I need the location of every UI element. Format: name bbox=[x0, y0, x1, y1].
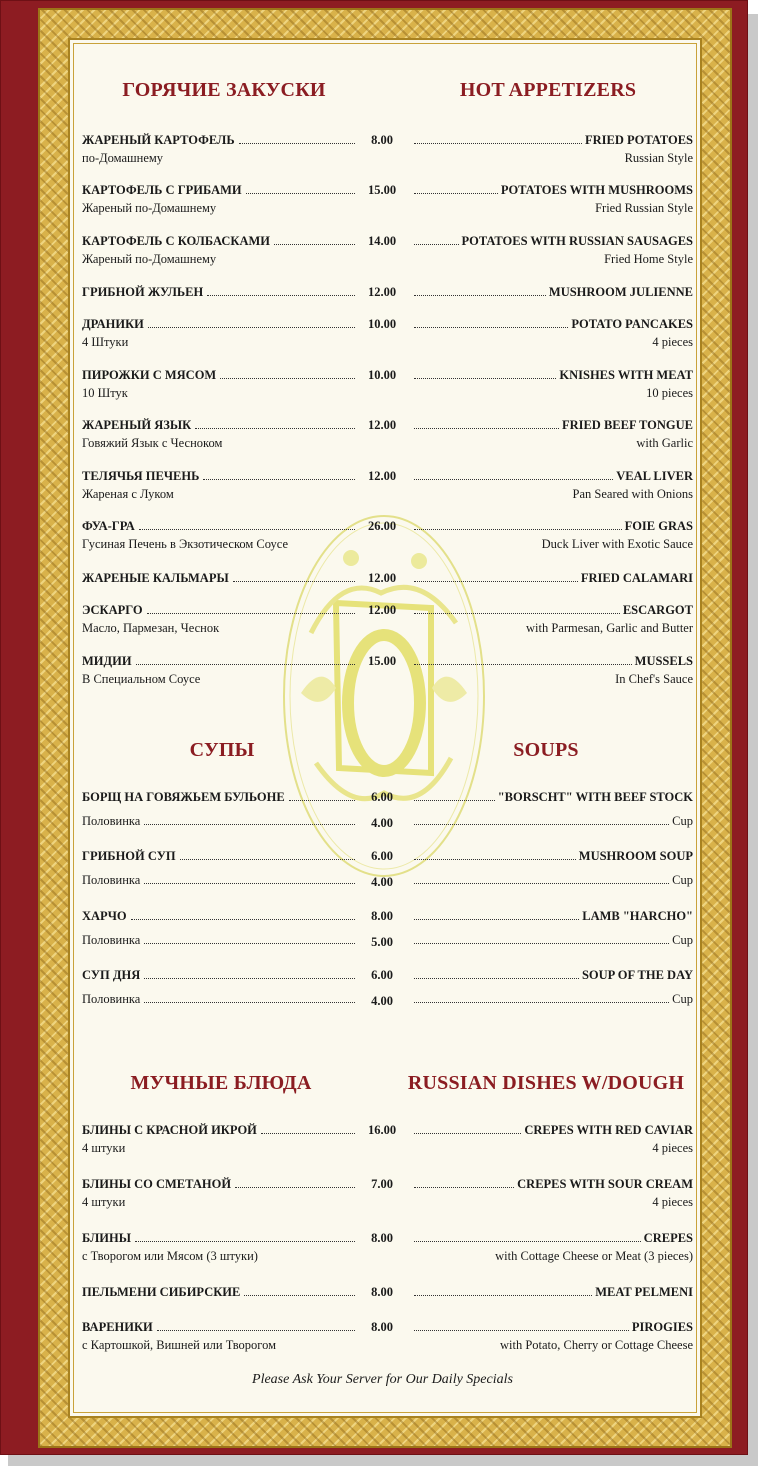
item-name-ru: ВАРЕНИКИ bbox=[82, 1320, 153, 1334]
item-name-ru: БЛИНЫ bbox=[82, 1231, 131, 1245]
menu-item-ru bbox=[82, 366, 358, 384]
item-name-ru: БОРЩ НА ГОВЯЖЬЕМ БУЛЬОНЕ bbox=[82, 790, 285, 804]
menu-item-ru bbox=[82, 1229, 358, 1247]
dot-leader bbox=[144, 978, 355, 979]
item-description-en: with Garlic bbox=[636, 436, 693, 450]
item-name-ru: ГРИБНОЙ ЖУЛЬЕН bbox=[82, 285, 204, 299]
dot-leader bbox=[414, 800, 495, 801]
dot-leader bbox=[414, 1002, 669, 1003]
dot-leader bbox=[274, 244, 355, 245]
menu-item-ru bbox=[82, 517, 358, 535]
dot-leader bbox=[414, 859, 576, 860]
menu-item-en bbox=[414, 1175, 693, 1193]
dot-leader bbox=[195, 428, 355, 429]
item-name-en: MUSHROOM SOUP bbox=[578, 849, 693, 863]
dot-leader bbox=[239, 143, 355, 144]
menu-item-en bbox=[414, 366, 693, 384]
dot-leader bbox=[414, 378, 556, 379]
half-label-ru: Половинка bbox=[82, 814, 141, 828]
item-name-en: FRIED BEEF TONGUE bbox=[561, 418, 693, 432]
menu-item-ru bbox=[82, 601, 358, 619]
item-price: 8.00 bbox=[371, 1320, 393, 1334]
dot-leader bbox=[414, 613, 620, 614]
item-price: 12.00 bbox=[367, 469, 397, 483]
item-name-ru: ДРАНИКИ bbox=[82, 317, 144, 331]
menu-item-ru bbox=[82, 907, 358, 925]
item-description-ru: 4 штуки bbox=[82, 1141, 126, 1155]
dot-leader bbox=[157, 1330, 355, 1331]
item-price: 15.00 bbox=[367, 654, 397, 668]
item-description-ru: Масло, Пармезан, Чеснок bbox=[82, 621, 220, 635]
item-name-ru: БЛИНЫ СО СМЕТАНОЙ bbox=[82, 1177, 232, 1191]
dot-leader bbox=[414, 244, 459, 245]
item-price: 8.00 bbox=[371, 1231, 393, 1245]
dot-leader bbox=[144, 943, 355, 944]
menu-item-en bbox=[414, 966, 693, 984]
item-price: 16.00 bbox=[367, 1123, 397, 1137]
menu-item-en bbox=[414, 181, 693, 199]
dot-leader bbox=[220, 378, 355, 379]
half-portion-ru bbox=[82, 931, 358, 949]
dot-leader bbox=[180, 859, 355, 860]
dot-leader bbox=[233, 581, 355, 582]
cup-portion-en bbox=[414, 871, 693, 889]
menu-item-ru bbox=[82, 652, 358, 670]
item-description-ru: с Творогом или Мясом (3 штуки) bbox=[82, 1249, 258, 1263]
menu-item-ru bbox=[82, 1283, 358, 1301]
item-name-en: FOIE GRAS bbox=[624, 519, 693, 533]
menu-item-en bbox=[414, 1121, 693, 1139]
item-name-ru: ЖАРЕНЫЕ КАЛЬМАРЫ bbox=[82, 571, 229, 585]
half-price: 5.00 bbox=[371, 935, 393, 949]
menu-item-ru bbox=[82, 181, 358, 199]
item-price: 26.00 bbox=[367, 519, 397, 533]
item-price: 10.00 bbox=[367, 317, 397, 331]
dot-leader bbox=[246, 193, 355, 194]
dot-leader bbox=[414, 1187, 514, 1188]
dot-leader bbox=[148, 327, 355, 328]
menu-item-ru bbox=[82, 966, 358, 984]
item-name-en: LAMB "HARCHO" bbox=[582, 909, 693, 923]
item-name-en: KNISHES WITH MEAT bbox=[559, 368, 693, 382]
item-price: 7.00 bbox=[371, 1177, 393, 1191]
cup-portion-en bbox=[414, 931, 693, 949]
item-description-ru: Жареный по-Домашнему bbox=[82, 252, 217, 266]
item-name-en: "BORSCHT" WITH BEEF STOCK bbox=[497, 790, 693, 804]
item-description-ru: Жареная с Луком bbox=[82, 487, 174, 501]
item-price: 6.00 bbox=[371, 968, 393, 982]
menu-item-en bbox=[414, 467, 693, 485]
item-description-en: 4 pieces bbox=[652, 1195, 693, 1209]
dot-leader bbox=[289, 800, 355, 801]
menu-item-ru bbox=[82, 1175, 358, 1193]
dot-leader bbox=[131, 919, 355, 920]
item-price: 14.00 bbox=[367, 234, 397, 248]
item-description-en: In Chef's Sauce bbox=[615, 672, 693, 686]
dot-leader bbox=[414, 479, 613, 480]
item-price: 12.00 bbox=[367, 571, 397, 585]
menu-item-ru bbox=[82, 847, 358, 865]
item-description-en: Fried Home Style bbox=[604, 252, 693, 266]
dot-leader bbox=[414, 1133, 521, 1134]
half-label-ru: Половинка bbox=[82, 933, 141, 947]
dot-leader bbox=[414, 529, 622, 530]
item-description-en: 10 pieces bbox=[646, 386, 693, 400]
section-title-dough-ru: МУЧНЫЕ БЛЮДА bbox=[130, 1072, 312, 1094]
dot-leader bbox=[414, 1330, 629, 1331]
item-description-ru: Гусиная Печень в Экзотическом Соусе bbox=[82, 537, 289, 551]
dot-leader bbox=[414, 824, 669, 825]
daily-specials-note: Please Ask Your Server for Our Daily Specials bbox=[252, 1372, 513, 1387]
section-title-dough-en: RUSSIAN DISHES W/DOUGH bbox=[407, 1072, 685, 1094]
item-name-ru: ГРИБНОЙ СУП bbox=[82, 849, 176, 863]
menu-item-ru bbox=[82, 416, 358, 434]
dot-leader bbox=[144, 824, 355, 825]
dot-leader bbox=[414, 143, 582, 144]
item-price: 6.00 bbox=[371, 849, 393, 863]
item-name-en: FRIED POTATOES bbox=[584, 133, 693, 147]
menu-item-en bbox=[414, 1283, 693, 1301]
item-name-en: POTATOES WITH RUSSIAN SAUSAGES bbox=[461, 234, 693, 248]
item-price: 12.00 bbox=[367, 418, 397, 432]
dot-leader bbox=[414, 919, 579, 920]
dot-leader bbox=[414, 883, 669, 884]
dot-leader bbox=[414, 1295, 592, 1296]
cup-portion-en bbox=[414, 812, 693, 830]
item-name-en: PIROGIES bbox=[631, 1320, 693, 1334]
dot-leader bbox=[139, 529, 355, 530]
dot-leader bbox=[136, 664, 355, 665]
item-price: 10.00 bbox=[367, 368, 397, 382]
dot-leader bbox=[144, 1002, 355, 1003]
cup-label-en: Cup bbox=[672, 933, 693, 947]
item-name-en: MUSSELS bbox=[634, 654, 693, 668]
half-portion-ru bbox=[82, 812, 358, 830]
menu-item-en bbox=[414, 232, 693, 250]
item-price: 8.00 bbox=[371, 133, 393, 147]
item-name-ru: КАРТОФЕЛЬ С ГРИБАМИ bbox=[82, 183, 242, 197]
menu-item-en bbox=[414, 1229, 693, 1247]
item-name-en: MEAT PELMENI bbox=[595, 1285, 693, 1299]
item-description-ru: 10 Штук bbox=[82, 386, 128, 400]
item-name-ru: ПИРОЖКИ С МЯСОМ bbox=[82, 368, 217, 382]
item-description-en: with Parmesan, Garlic and Butter bbox=[526, 621, 693, 635]
item-name-ru: БЛИНЫ С КРАСНОЙ ИКРОЙ bbox=[82, 1123, 257, 1137]
half-portion-ru bbox=[82, 990, 358, 1008]
item-name-ru: ПЕЛЬМЕНИ СИБИРСКИЕ bbox=[82, 1285, 241, 1299]
item-name-ru: ЖАРЕНЫЙ ЯЗЫК bbox=[82, 418, 192, 432]
menu-item-ru bbox=[82, 467, 358, 485]
dot-leader bbox=[235, 1187, 355, 1188]
item-name-ru: МИДИИ bbox=[82, 654, 132, 668]
item-name-ru: ФУА-ГРА bbox=[82, 519, 135, 533]
half-label-ru: Половинка bbox=[82, 992, 141, 1006]
dot-leader bbox=[414, 943, 669, 944]
menu-item-en bbox=[414, 847, 693, 865]
section-title-appetizers-ru: ГОРЯЧИЕ ЗАКУСКИ bbox=[122, 79, 326, 101]
dot-leader bbox=[147, 613, 355, 614]
half-label-ru: Половинка bbox=[82, 873, 141, 887]
cup-portion-en bbox=[414, 990, 693, 1008]
menu-item-en bbox=[414, 788, 693, 806]
item-description-en: 4 pieces bbox=[652, 335, 693, 349]
menu-item-ru bbox=[82, 315, 358, 333]
item-description-en: Russian Style bbox=[624, 151, 693, 165]
item-name-en: CREPES WITH RED CAVIAR bbox=[524, 1123, 693, 1137]
item-name-en: VEAL LIVER bbox=[616, 469, 693, 483]
item-description-en: 4 pieces bbox=[652, 1141, 693, 1155]
dot-leader bbox=[414, 327, 568, 328]
item-description-ru: 4 Штуки bbox=[82, 335, 129, 349]
dot-leader bbox=[203, 479, 355, 480]
half-price: 4.00 bbox=[371, 816, 393, 830]
dot-leader bbox=[414, 193, 498, 194]
item-name-en: POTATO PANCAKES bbox=[571, 317, 693, 331]
dot-leader bbox=[144, 883, 355, 884]
item-name-en: CREPES bbox=[643, 1231, 693, 1245]
item-description-en: with Cottage Cheese or Meat (3 pieces) bbox=[495, 1249, 693, 1263]
menu-item-en bbox=[414, 283, 693, 301]
item-name-ru: ТЕЛЯЧЬЯ ПЕЧЕНЬ bbox=[82, 469, 200, 483]
item-name-en: SOUP OF THE DAY bbox=[581, 968, 693, 982]
menu-item-ru bbox=[82, 283, 358, 301]
half-price: 4.00 bbox=[371, 875, 393, 889]
dot-leader bbox=[261, 1133, 355, 1134]
item-name-en: POTATOES WITH MUSHROOMS bbox=[500, 183, 693, 197]
item-description-ru: 4 штуки bbox=[82, 1195, 126, 1209]
section-title-soups-en: SOUPS bbox=[513, 739, 579, 761]
item-name-en: ESCARGOT bbox=[622, 603, 693, 617]
dot-leader bbox=[135, 1241, 355, 1242]
menu-item-en bbox=[414, 416, 693, 434]
menu-item-en bbox=[414, 315, 693, 333]
item-description-en: Pan Seared with Onions bbox=[572, 487, 693, 501]
item-price: 12.00 bbox=[367, 285, 397, 299]
menu-item-en bbox=[414, 1318, 693, 1336]
item-description-ru: с Картошкой, Вишней или Творогом bbox=[82, 1338, 277, 1352]
menu-item-en bbox=[414, 131, 693, 149]
item-description-ru: по-Домашнему bbox=[82, 151, 164, 165]
item-name-en: CREPES WITH SOUR CREAM bbox=[517, 1177, 693, 1191]
half-price: 4.00 bbox=[371, 994, 393, 1008]
menu-item-en bbox=[414, 652, 693, 670]
half-portion-ru bbox=[82, 871, 358, 889]
menu-item-en bbox=[414, 517, 693, 535]
item-price: 15.00 bbox=[367, 183, 397, 197]
menu-item-en bbox=[414, 907, 693, 925]
item-name-ru: ХАРЧО bbox=[82, 909, 127, 923]
dot-leader bbox=[244, 1295, 355, 1296]
item-name-ru: КАРТОФЕЛЬ С КОЛБАСКАМИ bbox=[82, 234, 271, 248]
cup-label-en: Cup bbox=[672, 873, 693, 887]
dot-leader bbox=[414, 978, 579, 979]
cup-label-en: Cup bbox=[672, 992, 693, 1006]
menu-item-ru bbox=[82, 788, 358, 806]
item-name-en: FRIED CALAMARI bbox=[580, 571, 693, 585]
item-description-ru: В Специальном Соусе bbox=[82, 672, 201, 686]
section-title-soups-ru: СУПЫ bbox=[189, 739, 255, 761]
item-name-ru: ЭСКАРГО bbox=[82, 603, 143, 617]
item-price: 12.00 bbox=[367, 603, 397, 617]
item-description-en: Duck Liver with Exotic Sauce bbox=[541, 537, 693, 551]
item-name-en: MUSHROOM JULIENNE bbox=[548, 285, 693, 299]
item-description-ru: Жареный по-Домашнему bbox=[82, 201, 217, 215]
dot-leader bbox=[207, 295, 355, 296]
menu-item-ru bbox=[82, 232, 358, 250]
menu-item-en bbox=[414, 569, 693, 587]
menu-item-ru bbox=[82, 569, 358, 587]
menu-item-en bbox=[414, 601, 693, 619]
item-price: 8.00 bbox=[371, 909, 393, 923]
dot-leader bbox=[414, 581, 578, 582]
item-name-ru: ЖАРЕНЫЙ КАРТОФЕЛЬ bbox=[82, 133, 235, 147]
menu-item-ru bbox=[82, 131, 358, 149]
dot-leader bbox=[414, 295, 546, 296]
menu-item-ru bbox=[82, 1318, 358, 1336]
item-name-ru: СУП ДНЯ bbox=[82, 968, 141, 982]
cup-label-en: Cup bbox=[672, 814, 693, 828]
item-description-ru: Говяжий Язык с Чесноком bbox=[82, 436, 223, 450]
dot-leader bbox=[414, 1241, 641, 1242]
dot-leader bbox=[414, 428, 559, 429]
menu-item-ru bbox=[82, 1121, 358, 1139]
item-description-en: Fried Russian Style bbox=[595, 201, 693, 215]
item-price: 8.00 bbox=[371, 1285, 393, 1299]
item-price: 6.00 bbox=[371, 790, 393, 804]
section-title-appetizers-en: HOT APPETIZERS bbox=[459, 79, 637, 101]
dot-leader bbox=[414, 664, 632, 665]
item-description-en: with Potato, Cherry or Cottage Cheese bbox=[499, 1338, 693, 1352]
